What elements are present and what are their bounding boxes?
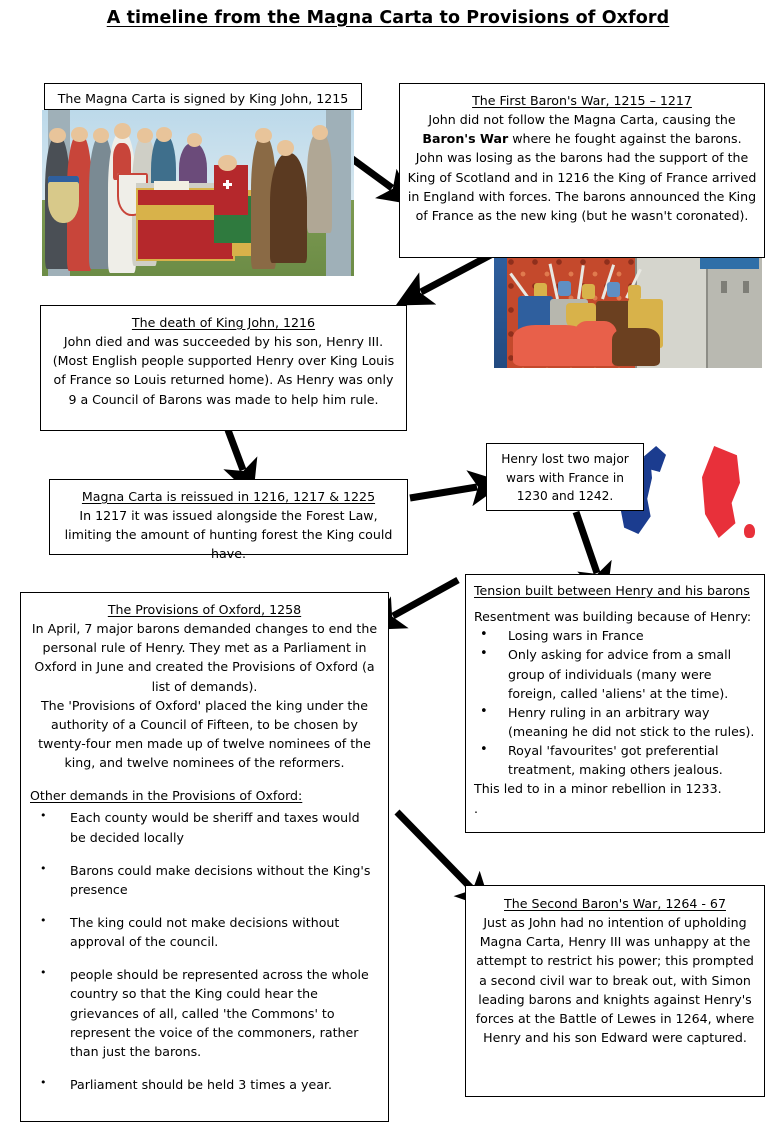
death-of-king-john-box (40, 305, 407, 431)
castle-roof (700, 256, 759, 269)
provisions-heading: The Provisions of Oxford, 1258 (107, 602, 302, 617)
provisions-body-2: The 'Provisions of Oxford' placed the king under the authority of a Council of Fifteen, to be chosen by twenty-four men made up of twelve nominees of the king, and twelve nominees of the reformers. (38, 697, 371, 771)
list-item: • Royal 'favourites' got preferential treatment, making others jealous. (474, 741, 756, 779)
tension-bullet-list (474, 626, 756, 779)
baron-head (312, 125, 328, 140)
magna-carta-caption-text: The Magna Carta is signed by King John, 1215 (57, 91, 349, 106)
death-of-king-john-body: John died and was succeeded by his son, Henry III. (Most English people supported Henry over King Louis of France so Louis returned home). As Henry was only 9 a Council of Barons was made to help him rule. (52, 334, 395, 407)
baron-head (114, 123, 131, 139)
france-map-red-band (702, 446, 740, 538)
knight-helm (558, 281, 571, 296)
arrow-provisions-to-second-war (397, 812, 472, 889)
baron-head (71, 127, 87, 142)
tension-tail-text: This led to in a minor rebellion in 1233. (474, 781, 722, 797)
second-barons-war-box (465, 885, 765, 1097)
page-title (0, 8, 776, 28)
baron-head (49, 128, 65, 143)
second-barons-war-heading: The Second Baron's War, 1264 - 67 (504, 896, 726, 911)
monk-head (277, 140, 294, 156)
france-wars-body: Henry lost two major wars with France in 1230 and 1242. (501, 452, 629, 504)
war-horse (612, 328, 660, 366)
war-horse (574, 321, 617, 366)
arrow-reissue-to-france (410, 487, 477, 498)
baron-head (255, 128, 271, 143)
provisions-of-oxford-box (20, 592, 389, 1122)
king-john-figure (214, 165, 248, 215)
provisions-bullet-list (30, 808, 379, 1094)
baron-figure (307, 133, 332, 233)
magna-carta-reissued-heading: Magna Carta is reissued in 1216, 1217 & 1225 (81, 489, 376, 504)
magna-carta-document (154, 181, 188, 189)
first-barons-war-heading: The First Baron's War, 1215 – 1217 (472, 93, 692, 108)
tension-lead-text: Resentment was building because of Henry: (474, 609, 752, 625)
provisions-subheading: Other demands in the Provisions of Oxford: (30, 788, 303, 804)
knight-helm (582, 284, 595, 299)
arrow-france-to-tension (576, 512, 597, 573)
knight-helm (628, 285, 641, 300)
france-map-blue-tab (644, 446, 666, 472)
arrow-tension-to-provisions (393, 580, 458, 616)
provisions-body-1: In April, 7 major barons demanded changes to end the personal rule of Henry. They met as a Parliament in Oxford in June and created the Provisions of Oxford (a list of demands). (31, 621, 378, 694)
tension-trailing-dot: . (474, 800, 479, 816)
magna-carta-reissued-body: In 1217 it was issued alongside the Forest Law, limiting the amount of hunting forest the King could have. (64, 508, 393, 562)
magna-carta-signed-caption-box (44, 83, 362, 110)
tension-heading: Tension built between Henry and his barons (474, 583, 750, 598)
france-wars-box (486, 443, 644, 511)
france-map-corsica (744, 524, 755, 538)
page-title-text: A timeline from the Magna Carta to Provisions of Oxford (106, 8, 670, 28)
list-item: • Henry ruling in an arbitrary way (meaning he did not stick to the rules). (474, 703, 756, 741)
monk-figure (270, 153, 307, 263)
manuscript-border-left (494, 256, 507, 368)
second-barons-war-body: Just as John had no intention of upholding Magna Carta, Henry III was unhappy at the attempt to restrict his power; this prompted a second civil war to break out, with Simon leading barons and knights against Henry's forces at the Battle of Lewes in 1264, where Henry and his son Edward were captured. (475, 915, 755, 1045)
castle-merlon (743, 281, 749, 293)
first-barons-war-box (399, 83, 765, 258)
magna-carta-signing-image (42, 110, 354, 276)
list-item: • The king could not make decisions without approval of the council. (30, 913, 379, 951)
death-of-king-john-heading: The death of King John, 1216 (131, 315, 316, 330)
baron-head (156, 127, 172, 142)
cross-emblem (223, 180, 232, 189)
list-item: • people should be represented across the whole country so that the King could hear the grievances of all, called 'the Commons' to represent the voice of the commoners, rather than just the barons. (30, 965, 379, 1061)
heraldic-shield (48, 176, 79, 222)
tension-box (465, 574, 765, 833)
list-item: • Losing wars in France (474, 626, 756, 645)
list-item: • Each county would be sheriff and taxes would be decided locally (30, 808, 379, 846)
list-item: • Parliament should be held 3 times a year. (30, 1075, 379, 1094)
arrow-death-to-reissue (228, 430, 243, 470)
first-barons-war-body: John did not follow the Magna Carta, causing the Baron's War where he fought against the barons. John was losing as the barons had the support of the King of Scotland and in 1216 the King of France arrived in England with forces. The barons announced the King of France as the new king (but he wasn't coronated). (407, 112, 757, 223)
list-item: • Only asking for advice from a small group of individuals (many were foreign, called 'aliens' at the time). (474, 645, 756, 702)
barons-war-bold-term: Baron's War (422, 131, 509, 147)
castle-merlon (721, 281, 727, 293)
magna-carta-reissued-box (49, 479, 408, 562)
baron-head (93, 128, 109, 143)
knight-helm (607, 282, 620, 297)
list-item: • Barons could make decisions without the King's presence (30, 861, 379, 899)
medieval-battle-image (494, 256, 762, 368)
